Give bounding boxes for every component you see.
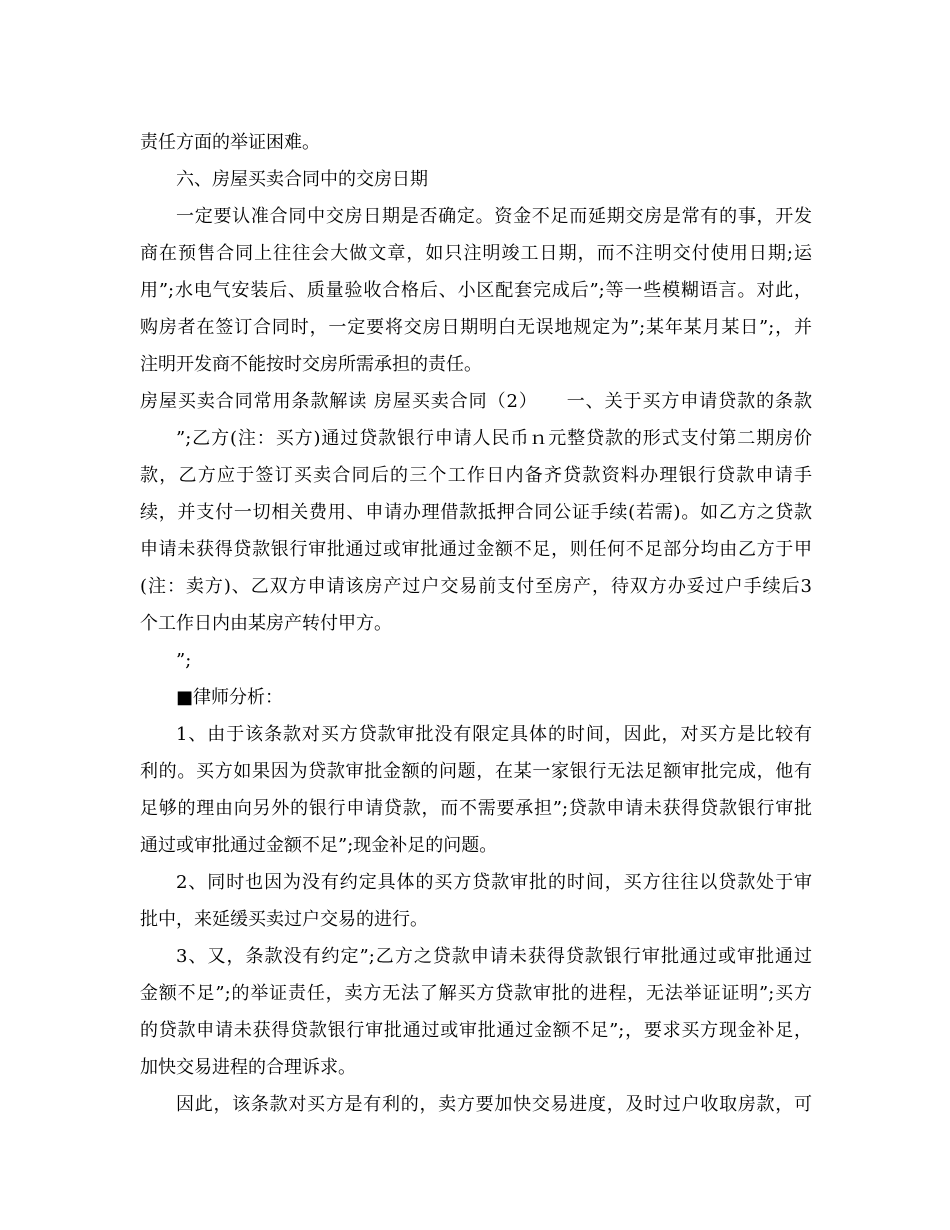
text-line: 商在预售合同上往往会大做文章，如只注明竣工日期，而不注明交付使用日期;运 <box>140 243 812 264</box>
text-line: 1、由于该条款对买方贷款审批没有限定具体的时间，因此，对买方是比较有 <box>176 724 812 745</box>
section-heading: ■律师分析： <box>176 687 284 708</box>
text-line: 个工作日内由某房产转付甲方。 <box>140 613 392 634</box>
text-line: 一定要认准合同中交房日期是否确定。资金不足而延期交房是常有的事，开发 <box>176 206 812 227</box>
section-heading: 六、房屋买卖合同中的交房日期 <box>176 169 428 190</box>
text-line: 足够的理由向另外的银行申请贷款，而不需要承担”;贷款申请未获得贷款银行审批 <box>140 798 812 819</box>
text-line: (注：卖方)、乙双方申请该房产过户交易前支付至房产，待双方办妥过户手续后3 <box>140 576 812 597</box>
text-line: 3、又，条款没有约定”;乙方之贷款申请未获得贷款银行审批通过或审批通过 <box>176 946 812 967</box>
text-line: 通过或审批通过金额不足”;现金补足的问题。 <box>140 835 498 856</box>
text-line: 款，乙方应于签订买卖合同后的三个工作日内备齐贷款资料办理银行贷款申请手 <box>140 465 812 486</box>
section-heading: 房屋买卖合同常用条款解读 房屋买卖合同（2） 一、关于买方申请贷款的条款 <box>140 391 812 412</box>
text-line: ”;乙方(注：买方)通过贷款银行申请人民币ｎ元整贷款的形式支付第二期房价 <box>176 428 812 449</box>
text-line: 利的。买方如果因为贷款审批金额的问题，在某一家银行无法足额审批完成，他有 <box>140 761 812 782</box>
text-line: 的贷款申请未获得贷款银行审批通过或审批通过金额不足”;，要求买方现金补足， <box>140 1020 812 1041</box>
text-line: 注明开发商不能按时交房所需承担的责任。 <box>140 354 482 375</box>
text-line: 2、同时也因为没有约定具体的买方贷款审批的时间，买方往往以贷款处于审 <box>176 872 812 893</box>
text-line: 用”;水电气安装后、质量验收合格后、小区配套完成后”;等一些模糊语言。对此， <box>140 280 812 301</box>
text-line: 续，并支付一切相关费用、申请办理借款抵押合同公证手续(若需)。如乙方之贷款 <box>140 502 812 523</box>
text-line: 因此，该条款对买方是有利的，卖方要加快交易进度，及时过户收取房款，可 <box>176 1094 812 1115</box>
text-line: ”; <box>176 650 192 671</box>
text-line: 批中，来延缓买卖过户交易的进行。 <box>140 909 428 930</box>
text-line: 金额不足”;的举证责任，卖方无法了解买方贷款审批的进程，无法举证证明”;买方 <box>140 983 812 1004</box>
text-line: 加快交易进程的合理诉求。 <box>140 1057 356 1078</box>
text-line: 申请未获得贷款银行审批通过或审批通过金额不足，则任何不足部分均由乙方于甲 <box>140 539 812 560</box>
text-line: 购房者在签订合同时，一定要将交房日期明白无误地规定为”;某年某月某日”;，并 <box>140 317 812 338</box>
text-line: 责任方面的举证困难。 <box>140 132 320 153</box>
